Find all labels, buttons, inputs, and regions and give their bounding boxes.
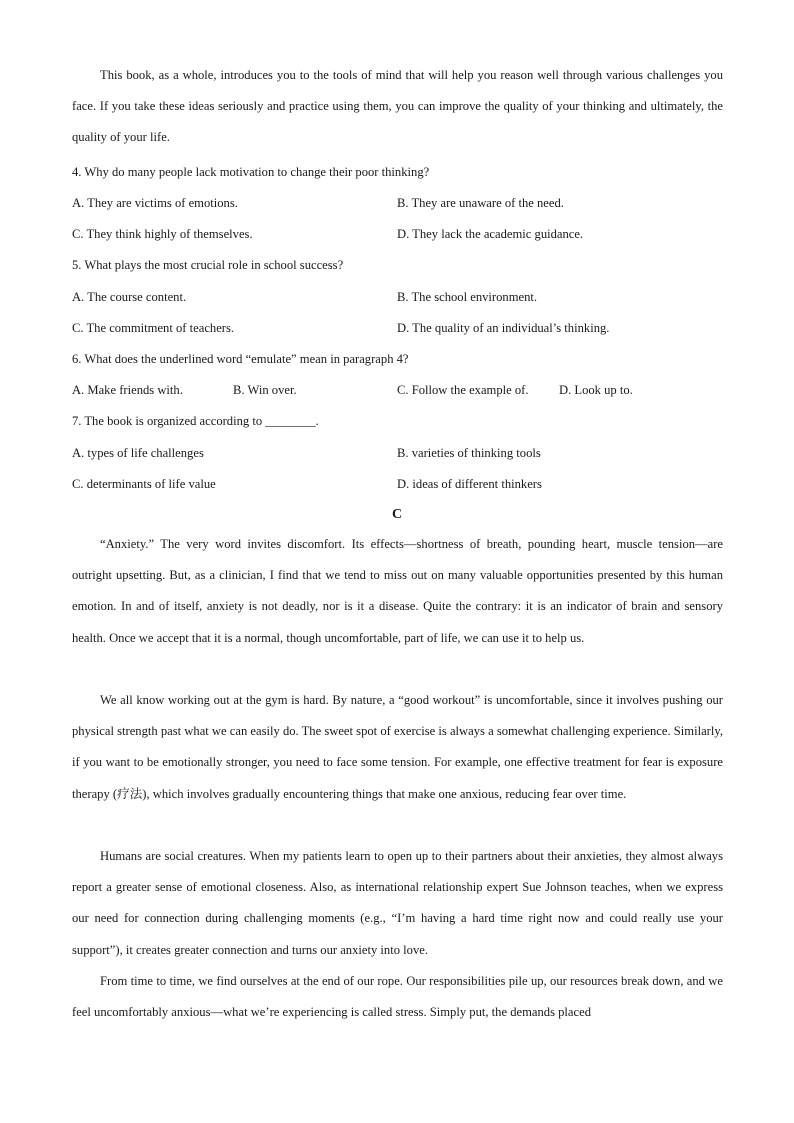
question-7-option-c: C. determinants of life value	[72, 477, 216, 491]
passage-c-paragraph-1: “Anxiety.” The very word invites discomfort. Its effects—shortness of breath, pounding heart, muscle tension—are outright upsetting. But, as a clinician, I find that we tend to miss out on many valuable opportunities presented by this human emotion. In and of itself, anxiety is not deadly, nor is it a disease. Quite the contrary: it is an indicator of brain and sensory health. Once we accept that it is a normal, though uncomfortable, part of life, we can use it to help us.	[72, 537, 723, 645]
passage-c-paragraph-4: From time to time, we find ourselves at the end of our rope. Our responsibilities pile up, our resources break down, and we feel uncomfortably anxious—what we’re experiencing is called stress. Simply put, the demands placed	[72, 974, 723, 1020]
passage-c-paragraph-2: We all know working out at the gym is hard. By nature, a “good workout” is uncomfortable, since it involves pushing our physical strength past what we can easily do. The sweet spot of exercise is always a somewhat challenging experience. Similarly, if you want to be emotionally stronger, you need to face some tension. For example, one effective treatment for fear is exposure therapy (疗法), which involves gradually encountering things that make one anxious, reducing fear over time.	[72, 693, 723, 801]
question-5-option-d: D. The quality of an individual’s thinking.	[397, 321, 610, 335]
question-7-stem: 7. The book is organized according to ________.	[72, 414, 319, 428]
question-7-option-a: A. types of life challenges	[72, 446, 204, 460]
section-heading: C	[391, 507, 403, 522]
question-6-stem: 6. What does the underlined word “emulate” mean in paragraph 4?	[72, 352, 409, 366]
intro-paragraph: This book, as a whole, introduces you to the tools of mind that will help you reason well through various challenges you face. If you take these ideas seriously and practice using them, you can improve the quality of your thinking and ultimately, the quality of your life.	[72, 68, 723, 145]
question-6-option-a: A. Make friends with.	[72, 383, 183, 397]
question-4-stem: 4. Why do many people lack motivation to change their poor thinking?	[72, 165, 430, 179]
question-4-option-c: C. They think highly of themselves.	[72, 227, 253, 241]
question-7-option-d: D. ideas of different thinkers	[397, 477, 542, 491]
question-7-option-b: B. varieties of thinking tools	[397, 446, 541, 460]
question-6-option-c: C. Follow the example of.	[397, 383, 529, 397]
passage-c-paragraph-3: Humans are social creatures. When my patients learn to open up to their partners about their anxieties, they almost always report a greater sense of emotional closeness. Also, as international relationship expert Sue Johnson teaches, when we express our need for connection during challenging moments (e.g., “I’m having a hard time right now and could really use your support”), it creates greater connection and turns our anxiety into love.	[72, 849, 723, 957]
question-4-option-b: B. They are unaware of the need.	[397, 196, 564, 210]
question-6-option-d: D. Look up to.	[559, 383, 633, 397]
question-5-option-a: A. The course content.	[72, 290, 187, 304]
question-6-option-b: B. Win over.	[233, 383, 297, 397]
question-4-option-d: D. They lack the academic guidance.	[397, 227, 584, 241]
question-5-option-b: B. The school environment.	[397, 290, 538, 304]
question-5-option-c: C. The commitment of teachers.	[72, 321, 235, 335]
question-5-stem: 5. What plays the most crucial role in school success?	[72, 258, 344, 272]
question-4-option-a: A. They are victims of emotions.	[72, 196, 238, 210]
